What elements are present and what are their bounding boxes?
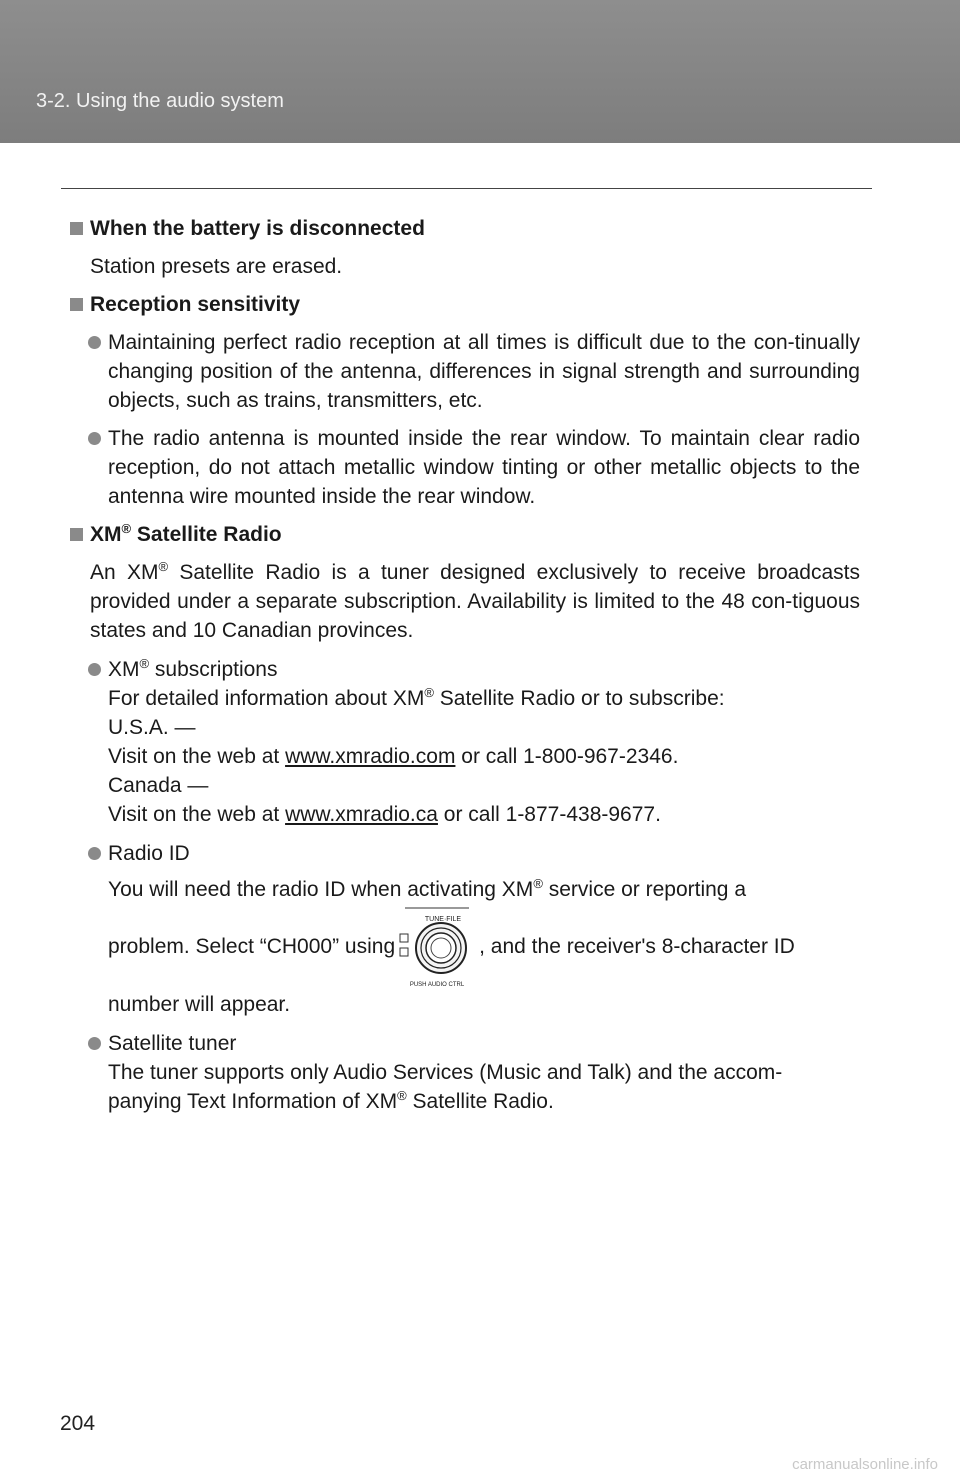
subs-title-prefix: XM (108, 658, 140, 681)
registered-mark: ® (397, 1088, 407, 1103)
xm-subscriptions (70, 655, 860, 829)
tuner-text-2-prefix: panying Text Information of XM (108, 1090, 398, 1113)
knob-bottom-label: PUSH AUDIO CTRL (409, 982, 465, 989)
round-bullet-icon (88, 336, 101, 349)
radio-id-p1-prefix: You will need the radio ID when activating XM (108, 878, 534, 901)
xm-intro-prefix: An XM (90, 561, 159, 584)
subs-title-suffix: subscriptions (149, 658, 278, 681)
tune-file-knob-icon (397, 904, 473, 990)
square-bullet-icon (70, 528, 83, 541)
xm-intro (70, 558, 860, 645)
radio-id-p2-prefix: problem. Select “CH000” using (108, 935, 396, 958)
registered-mark: ® (533, 876, 543, 891)
heading-battery (70, 214, 860, 243)
heading-xm-suffix: Satellite Radio (131, 523, 282, 546)
page-number: 204 (60, 1412, 96, 1435)
xm-intro-suffix: Satellite Radio is a tuner designed exclusively to receive broadcasts provided under a separate subscription. Availability is limited to the 48 con-tiguous states and 10 Canadian provinces. (90, 561, 860, 642)
heading-xm (70, 520, 860, 549)
header-divider (61, 188, 872, 189)
radio-id-p1 (108, 875, 860, 904)
page-content (70, 214, 860, 1116)
square-bullet-icon (70, 222, 83, 235)
usa-call-text: or call 1-800-967-2346. (455, 745, 679, 768)
reception-bullet-1-text: Maintaining perfect radio reception at all times is difficult due to the con-tinually changing position of the antenna, differences in signal strength and surrounding objects, such as trains, transmitters, etc. (108, 331, 860, 412)
round-bullet-icon (88, 663, 101, 676)
registered-mark: ® (139, 656, 150, 671)
radio-id-title: Radio ID (108, 842, 190, 865)
subs-info (108, 684, 860, 713)
canada-contact (108, 800, 860, 829)
usa-visit-text: Visit on the web at (108, 745, 286, 768)
tuner-text-1: The tuner supports only Audio Services (Music and Talk) and the accom- (108, 1061, 783, 1084)
xm-satellite-tuner (70, 1029, 860, 1116)
canada-call-text: or call 1-877-438-9677. (437, 803, 661, 826)
tuner-title: Satellite tuner (108, 1032, 237, 1055)
heading-reception (70, 290, 860, 319)
square-bullet-icon (70, 298, 83, 311)
canada-visit-text: Visit on the web at (108, 803, 286, 826)
tuner-text-2-suffix: Satellite Radio. (406, 1090, 554, 1113)
round-bullet-icon (88, 432, 101, 445)
reception-bullet-2 (70, 424, 860, 511)
xmradio-ca-link[interactable]: www.xmradio.ca (285, 803, 438, 826)
round-bullet-icon (88, 847, 101, 860)
heading-battery-text: When the battery is disconnected (90, 217, 425, 240)
subs-info-prefix: For detailed information about XM (108, 687, 425, 710)
radio-id-p3: number will appear. (108, 993, 291, 1016)
registered-mark: ® (121, 521, 132, 536)
heading-reception-text: Reception sensitivity (90, 293, 301, 316)
heading-xm-prefix: XM (90, 523, 122, 546)
usa-contact (108, 742, 860, 771)
registered-mark: ® (158, 559, 169, 574)
usa-label: U.S.A. — (108, 716, 196, 739)
knob-top-label: TUNE·FILE (425, 916, 462, 924)
battery-text: Station presets are erased. (90, 255, 343, 278)
round-bullet-icon (88, 1037, 101, 1050)
xmradio-com-link[interactable]: www.xmradio.com (285, 745, 456, 768)
radio-id-p2 (108, 904, 860, 990)
radio-id-p2-suffix: , and the receiver's 8-character ID (479, 935, 795, 958)
registered-mark: ® (424, 685, 434, 700)
section-title: 3-2. Using the audio system (36, 90, 284, 112)
radio-id-p1-suffix: service or reporting a (542, 878, 746, 901)
section-header-band (0, 0, 960, 143)
reception-bullet-2-text: The radio antenna is mounted inside the rear window. To maintain clear radio reception, do not attach metallic window tinting or other metallic objects to the antenna wire mounted inside the rear window. (108, 427, 860, 508)
canada-label: Canada — (108, 774, 209, 797)
tuner-text-2 (108, 1087, 860, 1116)
watermark: carmanualsonline.info (792, 1456, 938, 1473)
subs-info-suffix: Satellite Radio or to subscribe: (433, 687, 725, 710)
subs-title (108, 655, 860, 684)
reception-bullet-1 (70, 328, 860, 415)
xm-radio-id (70, 839, 860, 1019)
